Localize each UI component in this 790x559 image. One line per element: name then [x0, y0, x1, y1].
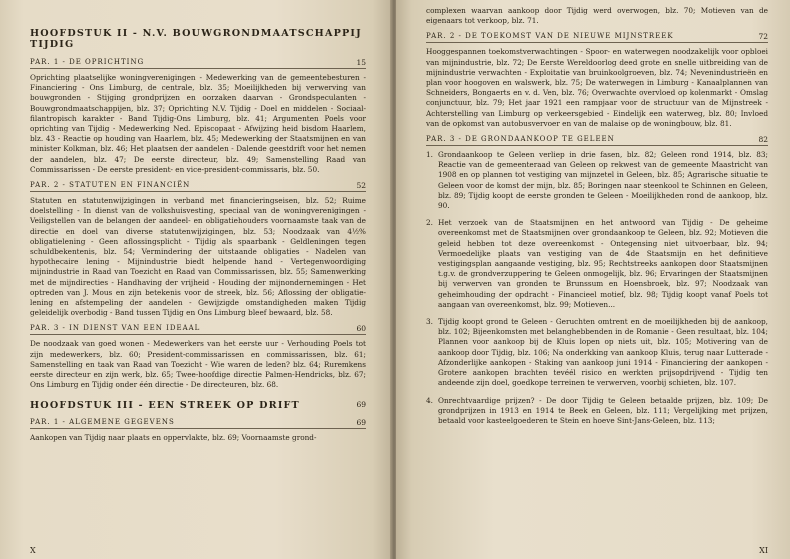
paragraph-heading-label: PAR. 1 - DE OPRICHTING [30, 58, 145, 66]
chapter-title: HOOFDSTUK II - N.V. BOUWGRONDMAATSCHAPPIJ TIJDIG [30, 28, 362, 50]
item-text: Tijdig koopt grond te Geleen - Geruchten omtrent en de moeilijkheden bij de aankoop, blz. 102; Bijeenkomsten met belanghebbenden in de Romanie - Geen resultaat, blz. 104; Plannen voor aankoop bij de Kluis lopen op niets uit, blz. 105; Motivering van de aankoop door Tijdig, blz. 106; Na onderkking van aankoop Kluis, terug naar Lutterade - Afzonderlijke aankopen - Staking van aankoop juni 1914 - Financiering der aankopen - Grotere aankopen brachten tevéél risico en werkten prijsopdrijvend - Tijdig ten andeende zijn doel, goedkope terreinen te verwerven, voorbij schieten, blz. 107. [438, 317, 768, 388]
paragraph-heading-label: PAR. 2 - STATUTEN EN FINANCIËN [30, 181, 191, 190]
paragraph-page-number: 82 [758, 135, 768, 145]
page-folio: X [30, 546, 36, 555]
paragraph-text: Statuten en statutenwijzigingen in verband met financieringseisen, blz. 52; Ruime doelstelling - In dienst van de volkshuisvesting, speciaal van de woningverenigingen - Veiligstellen van de belangen der aandeel- en obligatiehouders voornaamste taak van de directie en doel van diverse statutenwijzigingen, blz. 53; Noodzaak van 4½% obligatielening - Geen aflossingsplicht - Tijdig als spaarbank - Geldleningen tegen schuldbekentenis, blz. 54; Vermindering der uitstaande obligaties - Nadelen van hypothecaire lening - Mijnindustrie biedt helpende hand - Vertegenwoordiging mijnindustrie in Raad van Toezicht en Raad van Commissarissen, blz. 55; Samenwerking met de mijndirecties - Handhaving der vrijheid - Houding der mijnondernemingen - Het optreden van J. Mous en zijn betekenis voor de streek, blz. 56; Aflossing der obligatie-lening en afstempeling der aandelen - Gewijzigde omstandigheden maken Tijdig geleidelijk overbodig - Band tussen Tijdig en Ons Limburg bleef bewaard, blz. 58. [30, 196, 366, 318]
continued-text: complexen waarvan aankoop door Tijdig werd overwogen, blz. 70; Motieven van de eigenaars tot verkoop, blz. 71. [426, 6, 768, 26]
item-number: 4. [426, 395, 433, 405]
numbered-item [426, 317, 768, 388]
paragraph-heading-label: PAR. 2 - DE TOEKOMST VAN DE NIEUWE MIJNSTREEK [426, 32, 674, 41]
paragraph-page-number: 15 [356, 58, 366, 67]
chapter-title [30, 400, 366, 412]
paragraph-page-number: 52 [356, 181, 366, 191]
paragraph-text: Oprichting plaatselijke woningverenigingen - Medewerking van de gemeentebesturen - Financiering - Ons Limburg, de centrale, blz. 35; Moeilijkheden bij verwerving van bouwgronden - Stijging grondprijzen en oorzaken daarvan - Grondspeculanten - Bouwgrondmaatschappijen, blz. 37; Oprichting N.V. Tijdig - Doel en middelen - Sociaal-filantropisch karakter - Band Tijdig-Ons Limburg, blz. 41; Argumenten Poels voor oprichting van Tijdig - Medewerking Ned. Episcopaat - Afwijzing heid bisdom Haarlem, blz. 43 - Reactie op houding van Haarlem, blz. 45; Medewerking der Staatsmijnen en van minister Kolkman, blz. 46; Het plaatsen der aandelen - Dalende geestdrift voor het nemen der aandelen, blz. 47; De eerste directeur, blz. 49; Samenstelling Raad van Commissarissen - De eerste president- en vice-president-commissaris, blz. 50. [30, 73, 366, 174]
paragraph-page-number: 60 [356, 324, 366, 334]
paragraph-heading-label: PAR. 1 - ALGEMENE GEGEVENS [30, 418, 175, 427]
paragraph-heading [30, 181, 366, 192]
page-folio: XI [759, 546, 768, 555]
chapter-page-number: 69 [356, 400, 366, 410]
numbered-item [426, 150, 768, 211]
paragraph-heading [426, 32, 768, 43]
paragraph-page-number: 69 [356, 418, 366, 428]
paragraph-heading-label: PAR. 3 - DE GRONDAANKOOP TE GELEEN [426, 135, 615, 144]
item-number: 2. [426, 218, 433, 228]
item-text: Onrechtvaardige prijzen? - De door Tijdig te Geleen betaalde prijzen, blz. 109; De grondprijzen in 1913 en 1914 te Beek en Geleen, blz. 111; Vergelijking met prijzen, betaald voor kasteelgoederen te Stein en hoeve Sint-Jans-Geleen, blz. 113; [438, 395, 768, 425]
paragraph-heading [30, 58, 366, 69]
paragraph-page-number: 72 [758, 32, 768, 42]
paragraph-text: Aankopen van Tijdig naar plaats en oppervlakte, blz. 69; Voornaamste grond- [30, 433, 317, 443]
paragraph-heading-label: PAR. 3 - IN DIENST VAN EEN IDEAAL [30, 324, 201, 333]
numbered-item [426, 218, 768, 310]
right-page [396, 0, 790, 559]
item-number: 1. [426, 150, 433, 160]
numbered-item [426, 396, 768, 427]
paragraph-text: De noodzaak van goed wonen - Medewerkers van het eerste uur - Verhouding Poels tot zijn medewerkers, blz. 60; President-commissarissen en commissarissen, blz. 61; Samenstelling en taak van Raad van Toezicht - Wie waren de leden? blz. 64; Ruremkens eerste directeur en zijn werk, blz. 65; Twee-hoofdige directie Palmen-Hendricks, blz. 67; Ons Limburg en Tijdig onder één directie - De directeuren, blz. 68. [30, 339, 366, 390]
paragraph-heading [426, 135, 768, 146]
chapter-title-label: HOOFDSTUK III - EEN STREEK OP DRIFT [30, 400, 300, 412]
paragraph-heading [30, 418, 366, 429]
paragraph-heading [30, 324, 366, 335]
left-page [0, 0, 392, 559]
item-number: 3. [426, 317, 433, 327]
item-text: Het verzoek van de Staatsmijnen en het antwoord van Tijdig - De geheime overeenkomst met de Staatsmijnen over grondaankoop te Geleen, blz. 92; Motieven die geleid hebben tot deze overeenkomst - Ontegensing niet uitvoerbaar, blz. 94; Vermoedelijke plaats van vestiging van de 4de Staatsmijn en het definitieve vestigingsplan aangaande vestiging, blz. 95; Rechtstreeks aankopen door Staatsmijnen t.g.v. de grondverzuppering te Geleen onmogelijk, blz. 96; Ervaringen der Staatsmijnen bij verwerven van gronden te Brunssum en Hoensbroek, blz. 97; Noodzaak van geheimhouding der opdracht - Financieel motief, blz. 98; Tijdig koopt vanaf Poels tot aangaan van overeenkomst, blz. 99; Motieven... [438, 218, 768, 309]
item-text: Grondaankoop te Geleen verliep in drie fasen, blz. 82; Geleen rond 1914, blz. 83; Reactie van de gemeenteraad van Geleen op rekwest van de gemeente Maastricht van 1908 en op plannen tot vestiging van mijnzetel in Geleen, blz. 85; Agrarische situatie te Geleen voor de komst der mijn, blz. 85; Boringen naar steenkool te Schinnen en Geleen, blz. 89; Tijdig koopt de eerste gronden te Geleen - Moeilijkheden rond de aankoop, blz. 90. [438, 150, 768, 211]
paragraph-text: Hooggespannen toekomstverwachtingen - Spoor- en waterwegen noodzakelijk voor opbloei van mijnindustrie, blz. 72; De Eerste Wereldoorlog deed grote en snelle uitbreiding van de mijnindustrie verwachten - Exploitatie van bruinkoolgroeven, blz. 74; Nevenindustrieën en plan voor hoogoven en walswerk, blz. 75; De waterwegen in Limburg - Kanaalplannen van Schneiders, Bongaerts en v. d. Ven, blz. 76; Overwachte overvloed op kolenmarkt - Omslag conjunctuur, blz. 79; Het jaar 1921 een rampjaar voor de structuur van de Mijnstreek - Achterstelling van Limburg op verkeersgebied - Eindelijk een waterweg, blz. 80; Invloed van de opkomst van autobusvervoer en van de malaise op de woningbouw, blz. 81. [426, 47, 768, 128]
